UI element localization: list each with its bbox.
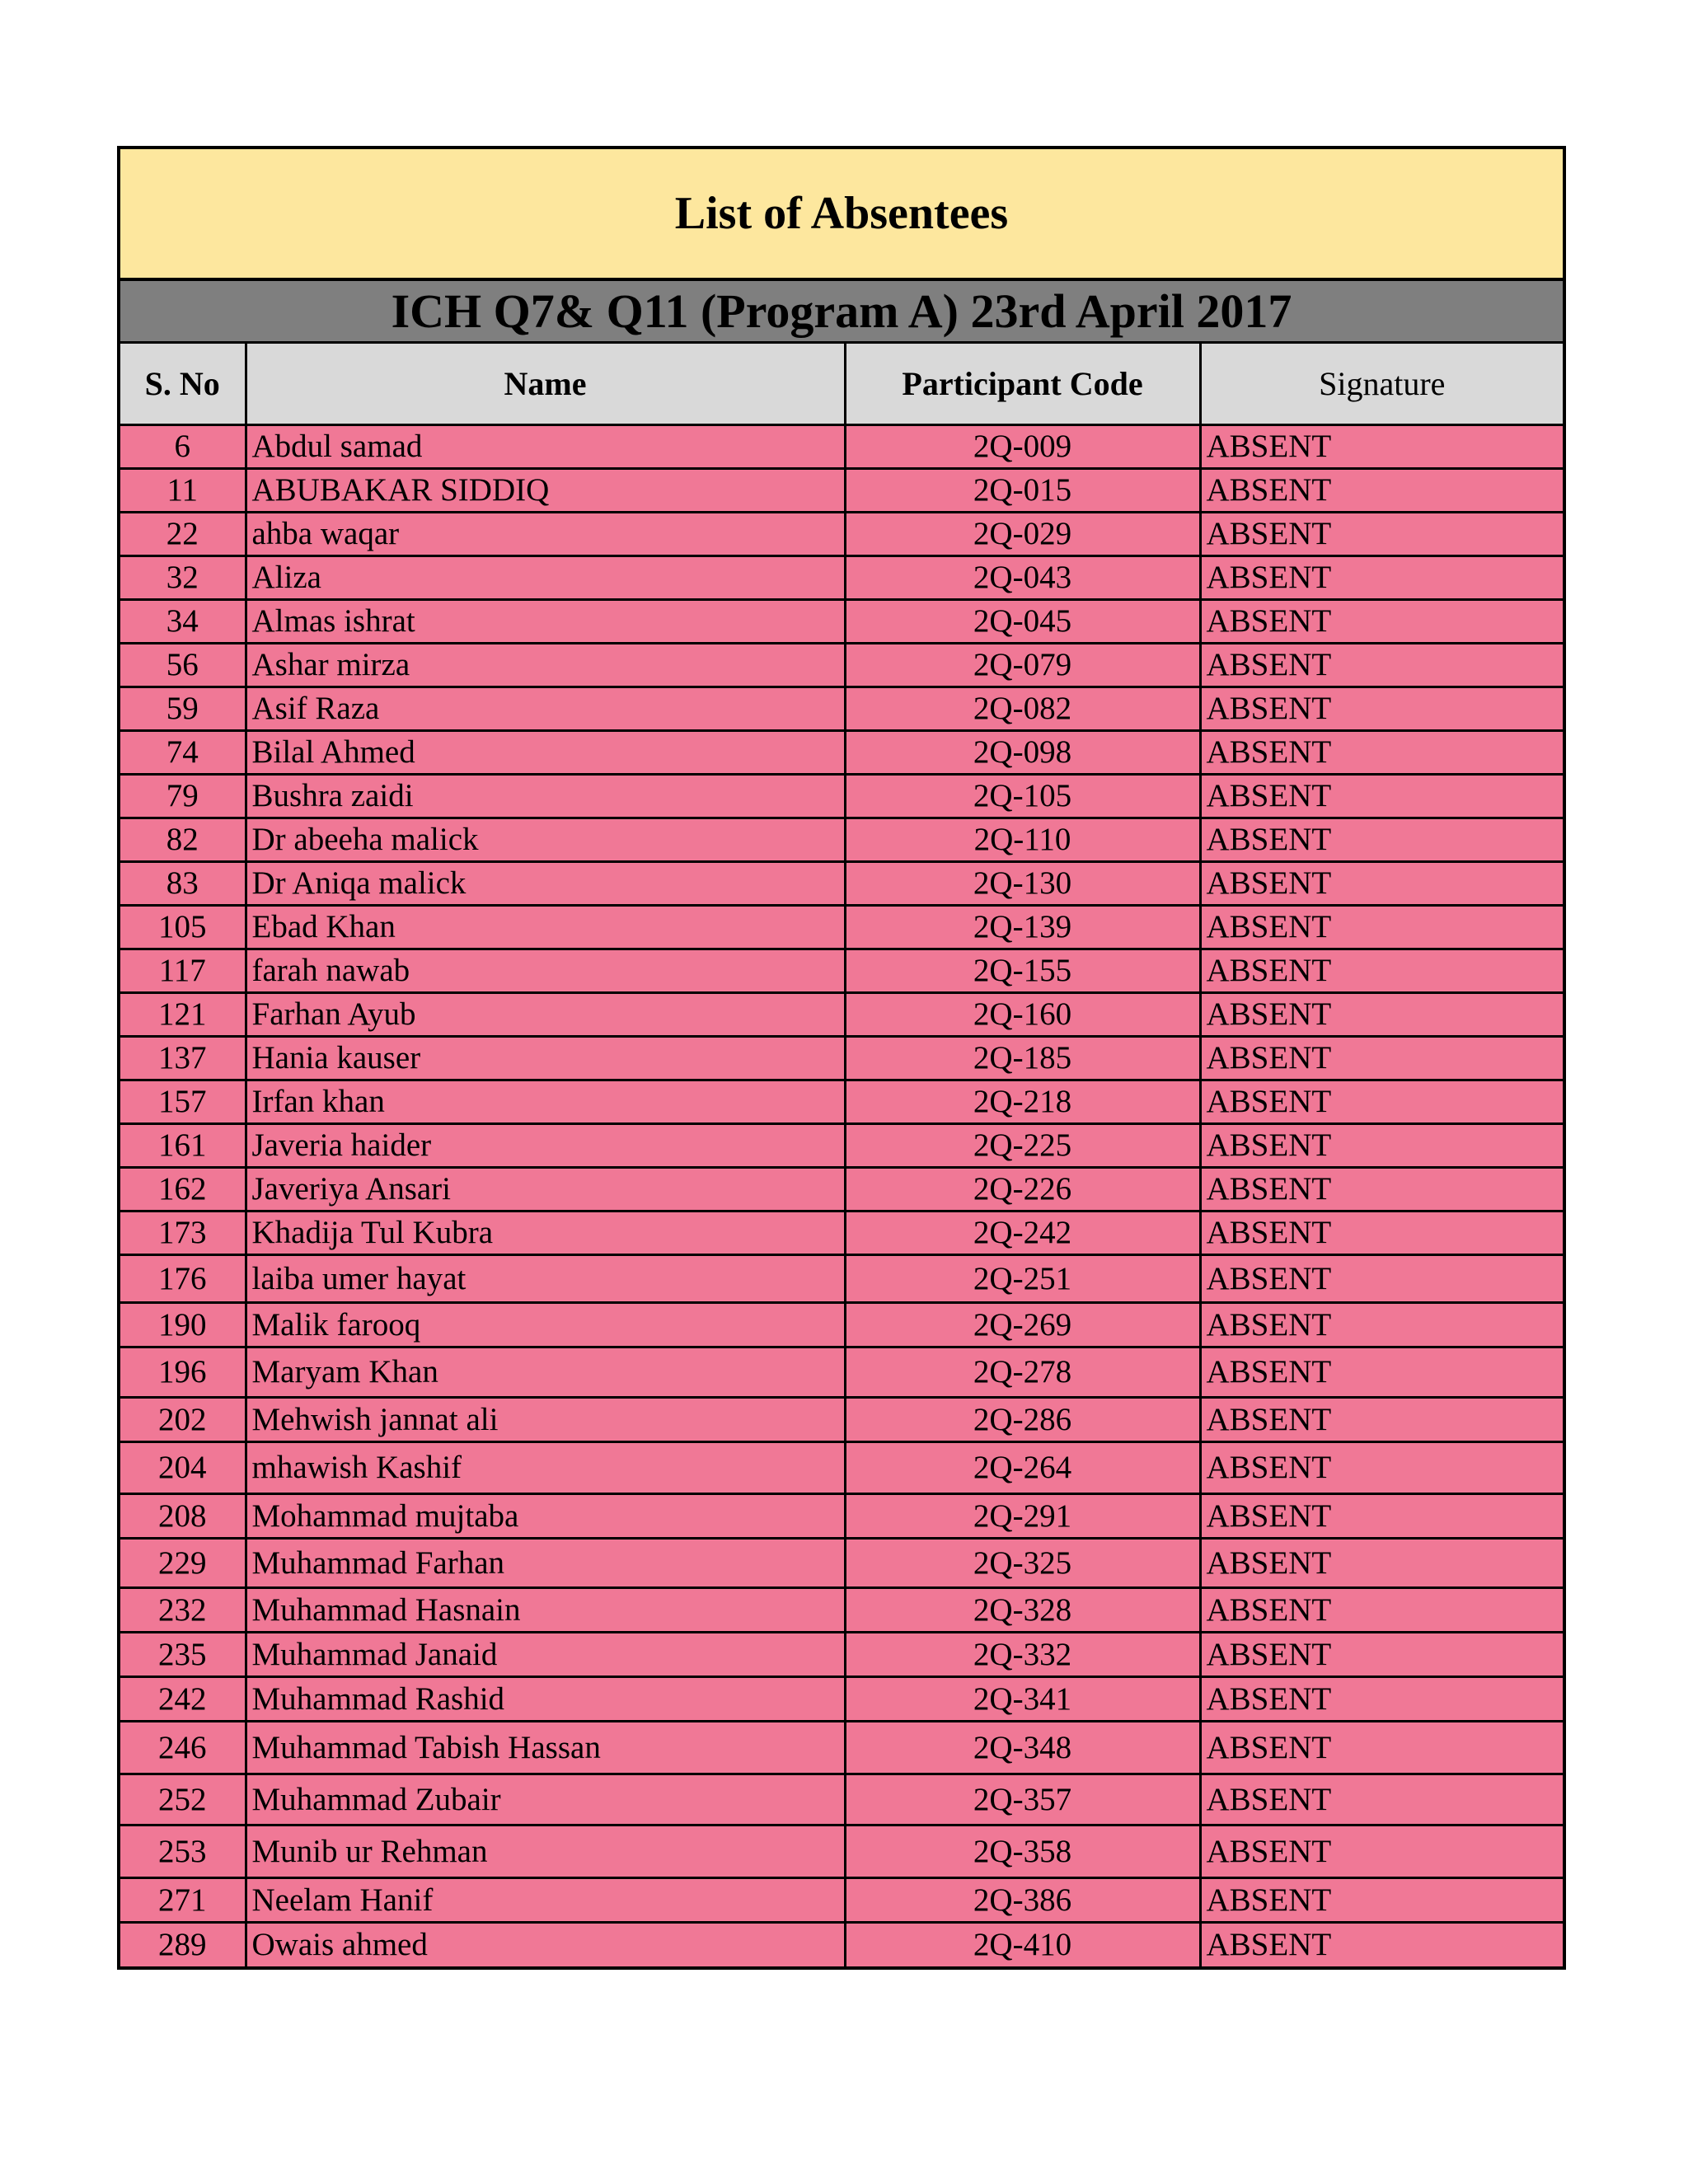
cell-participant-code: 2Q-251 bbox=[845, 1254, 1200, 1302]
cell-signature: ABSENT bbox=[1200, 1922, 1563, 1966]
cell-name: Muhammad Farhan bbox=[246, 1538, 845, 1587]
cell-sno: 56 bbox=[120, 643, 246, 687]
cell-signature: ABSENT bbox=[1200, 1397, 1563, 1441]
cell-name: Bushra zaidi bbox=[246, 774, 845, 818]
cell-signature: ABSENT bbox=[1200, 1632, 1563, 1676]
cell-signature: ABSENT bbox=[1200, 643, 1563, 687]
cell-participant-code: 2Q-358 bbox=[845, 1825, 1200, 1877]
cell-sno: 117 bbox=[120, 949, 246, 992]
table-row bbox=[120, 949, 1563, 992]
cell-name: Muhammad Tabish Hassan bbox=[246, 1721, 845, 1774]
table-body bbox=[120, 424, 1563, 1966]
cell-participant-code: 2Q-139 bbox=[845, 905, 1200, 949]
table-row bbox=[120, 1080, 1563, 1123]
cell-sno: 157 bbox=[120, 1080, 246, 1123]
table-row bbox=[120, 1538, 1563, 1587]
cell-participant-code: 2Q-225 bbox=[845, 1123, 1200, 1167]
cell-signature: ABSENT bbox=[1200, 992, 1563, 1036]
header-participant-code: Participant Code bbox=[845, 344, 1200, 424]
cell-name: ahba waqar bbox=[246, 512, 845, 555]
cell-sno: 121 bbox=[120, 992, 246, 1036]
cell-signature: ABSENT bbox=[1200, 555, 1563, 599]
cell-name: Malik farooq bbox=[246, 1302, 845, 1347]
table-row bbox=[120, 774, 1563, 818]
table-row bbox=[120, 643, 1563, 687]
table-row bbox=[120, 1441, 1563, 1493]
cell-sno: 83 bbox=[120, 861, 246, 905]
table-row bbox=[120, 818, 1563, 861]
cell-name: Javeria haider bbox=[246, 1123, 845, 1167]
cell-name: Ebad Khan bbox=[246, 905, 845, 949]
cell-participant-code: 2Q-357 bbox=[845, 1774, 1200, 1825]
cell-participant-code: 2Q-015 bbox=[845, 468, 1200, 512]
cell-name: Ashar mirza bbox=[246, 643, 845, 687]
cell-participant-code: 2Q-341 bbox=[845, 1676, 1200, 1721]
cell-sno: 271 bbox=[120, 1877, 246, 1922]
cell-sno: 253 bbox=[120, 1825, 246, 1877]
table-row bbox=[120, 555, 1563, 599]
cell-signature: ABSENT bbox=[1200, 1302, 1563, 1347]
cell-sno: 176 bbox=[120, 1254, 246, 1302]
cell-sno: 22 bbox=[120, 512, 246, 555]
cell-participant-code: 2Q-105 bbox=[845, 774, 1200, 818]
cell-signature: ABSENT bbox=[1200, 774, 1563, 818]
table-row bbox=[120, 424, 1563, 468]
header-sno: S. No bbox=[120, 344, 246, 424]
cell-sno: 11 bbox=[120, 468, 246, 512]
cell-sno: 202 bbox=[120, 1397, 246, 1441]
table-row bbox=[120, 1676, 1563, 1721]
cell-sno: 252 bbox=[120, 1774, 246, 1825]
table-row bbox=[120, 1877, 1563, 1922]
table-row bbox=[120, 1774, 1563, 1825]
page-subtitle: ICH Q7& Q11 (Program A) 23rd April 2017 bbox=[120, 281, 1563, 344]
absentee-table bbox=[120, 344, 1563, 1966]
table-row bbox=[120, 1302, 1563, 1347]
cell-signature: ABSENT bbox=[1200, 1123, 1563, 1167]
cell-participant-code: 2Q-185 bbox=[845, 1036, 1200, 1080]
cell-name: Asif Raza bbox=[246, 687, 845, 730]
table-row bbox=[120, 1587, 1563, 1632]
table-row bbox=[120, 992, 1563, 1036]
cell-signature: ABSENT bbox=[1200, 1825, 1563, 1877]
table-row bbox=[120, 1632, 1563, 1676]
cell-signature: ABSENT bbox=[1200, 949, 1563, 992]
cell-name: Maryam Khan bbox=[246, 1347, 845, 1397]
cell-name: mhawish Kashif bbox=[246, 1441, 845, 1493]
table-row bbox=[120, 1397, 1563, 1441]
cell-sno: 196 bbox=[120, 1347, 246, 1397]
table-row bbox=[120, 1036, 1563, 1080]
cell-signature: ABSENT bbox=[1200, 1347, 1563, 1397]
absentee-sheet bbox=[117, 146, 1566, 1970]
cell-name: Muhammad Hasnain bbox=[246, 1587, 845, 1632]
cell-participant-code: 2Q-325 bbox=[845, 1538, 1200, 1587]
cell-name: laiba umer hayat bbox=[246, 1254, 845, 1302]
cell-signature: ABSENT bbox=[1200, 1211, 1563, 1254]
table-row bbox=[120, 861, 1563, 905]
cell-participant-code: 2Q-269 bbox=[845, 1302, 1200, 1347]
table-row bbox=[120, 1922, 1563, 1966]
cell-name: Muhammad Janaid bbox=[246, 1632, 845, 1676]
table-row bbox=[120, 468, 1563, 512]
cell-signature: ABSENT bbox=[1200, 468, 1563, 512]
cell-participant-code: 2Q-332 bbox=[845, 1632, 1200, 1676]
cell-name: Almas ishrat bbox=[246, 599, 845, 643]
cell-participant-code: 2Q-386 bbox=[845, 1877, 1200, 1922]
cell-sno: 242 bbox=[120, 1676, 246, 1721]
table-row bbox=[120, 1211, 1563, 1254]
cell-name: Muhammad Zubair bbox=[246, 1774, 845, 1825]
cell-signature: ABSENT bbox=[1200, 1877, 1563, 1922]
table-row bbox=[120, 905, 1563, 949]
cell-signature: ABSENT bbox=[1200, 1538, 1563, 1587]
cell-signature: ABSENT bbox=[1200, 512, 1563, 555]
cell-signature: ABSENT bbox=[1200, 1441, 1563, 1493]
cell-participant-code: 2Q-226 bbox=[845, 1167, 1200, 1211]
cell-signature: ABSENT bbox=[1200, 1080, 1563, 1123]
cell-participant-code: 2Q-098 bbox=[845, 730, 1200, 774]
cell-sno: 229 bbox=[120, 1538, 246, 1587]
cell-sno: 162 bbox=[120, 1167, 246, 1211]
cell-sno: 232 bbox=[120, 1587, 246, 1632]
cell-sno: 74 bbox=[120, 730, 246, 774]
cell-name: Aliza bbox=[246, 555, 845, 599]
cell-name: Neelam Hanif bbox=[246, 1877, 845, 1922]
cell-signature: ABSENT bbox=[1200, 599, 1563, 643]
header-name: Name bbox=[246, 344, 845, 424]
cell-signature: ABSENT bbox=[1200, 1676, 1563, 1721]
cell-name: Mehwish jannat ali bbox=[246, 1397, 845, 1441]
cell-sno: 161 bbox=[120, 1123, 246, 1167]
cell-participant-code: 2Q-082 bbox=[845, 687, 1200, 730]
cell-participant-code: 2Q-045 bbox=[845, 599, 1200, 643]
cell-signature: ABSENT bbox=[1200, 1254, 1563, 1302]
cell-participant-code: 2Q-009 bbox=[845, 424, 1200, 468]
cell-name: Farhan Ayub bbox=[246, 992, 845, 1036]
header-signature: Signature bbox=[1200, 344, 1563, 424]
cell-participant-code: 2Q-160 bbox=[845, 992, 1200, 1036]
cell-sno: 79 bbox=[120, 774, 246, 818]
cell-signature: ABSENT bbox=[1200, 730, 1563, 774]
cell-signature: ABSENT bbox=[1200, 1036, 1563, 1080]
table-row bbox=[120, 599, 1563, 643]
cell-sno: 34 bbox=[120, 599, 246, 643]
cell-sno: 190 bbox=[120, 1302, 246, 1347]
cell-name: Dr Aniqa malick bbox=[246, 861, 845, 905]
cell-participant-code: 2Q-155 bbox=[845, 949, 1200, 992]
cell-sno: 32 bbox=[120, 555, 246, 599]
table-row bbox=[120, 1254, 1563, 1302]
cell-name: Dr abeeha malick bbox=[246, 818, 845, 861]
cell-sno: 6 bbox=[120, 424, 246, 468]
cell-name: Bilal Ahmed bbox=[246, 730, 845, 774]
cell-participant-code: 2Q-218 bbox=[845, 1080, 1200, 1123]
cell-signature: ABSENT bbox=[1200, 687, 1563, 730]
cell-name: Javeriya Ansari bbox=[246, 1167, 845, 1211]
cell-signature: ABSENT bbox=[1200, 424, 1563, 468]
table-row bbox=[120, 1721, 1563, 1774]
cell-name: Abdul samad bbox=[246, 424, 845, 468]
cell-sno: 59 bbox=[120, 687, 246, 730]
cell-signature: ABSENT bbox=[1200, 818, 1563, 861]
cell-participant-code: 2Q-291 bbox=[845, 1493, 1200, 1538]
page-title: List of Absentees bbox=[120, 149, 1563, 281]
cell-name: Muhammad Rashid bbox=[246, 1676, 845, 1721]
cell-sno: 137 bbox=[120, 1036, 246, 1080]
cell-participant-code: 2Q-043 bbox=[845, 555, 1200, 599]
cell-participant-code: 2Q-029 bbox=[845, 512, 1200, 555]
cell-signature: ABSENT bbox=[1200, 861, 1563, 905]
cell-name: Owais ahmed bbox=[246, 1922, 845, 1966]
cell-participant-code: 2Q-264 bbox=[845, 1441, 1200, 1493]
cell-sno: 289 bbox=[120, 1922, 246, 1966]
cell-sno: 208 bbox=[120, 1493, 246, 1538]
cell-participant-code: 2Q-328 bbox=[845, 1587, 1200, 1632]
table-row bbox=[120, 730, 1563, 774]
cell-name: Khadija Tul Kubra bbox=[246, 1211, 845, 1254]
cell-participant-code: 2Q-130 bbox=[845, 861, 1200, 905]
cell-signature: ABSENT bbox=[1200, 1587, 1563, 1632]
table-header-row bbox=[120, 344, 1563, 424]
cell-participant-code: 2Q-410 bbox=[845, 1922, 1200, 1966]
cell-participant-code: 2Q-286 bbox=[845, 1397, 1200, 1441]
table-row bbox=[120, 1493, 1563, 1538]
cell-name: farah nawab bbox=[246, 949, 845, 992]
cell-sno: 173 bbox=[120, 1211, 246, 1254]
cell-sno: 105 bbox=[120, 905, 246, 949]
cell-signature: ABSENT bbox=[1200, 1493, 1563, 1538]
cell-participant-code: 2Q-348 bbox=[845, 1721, 1200, 1774]
cell-signature: ABSENT bbox=[1200, 1774, 1563, 1825]
cell-signature: ABSENT bbox=[1200, 1721, 1563, 1774]
table-row bbox=[120, 1825, 1563, 1877]
cell-name: Irfan khan bbox=[246, 1080, 845, 1123]
cell-participant-code: 2Q-110 bbox=[845, 818, 1200, 861]
table-row bbox=[120, 512, 1563, 555]
cell-name: ABUBAKAR SIDDIQ bbox=[246, 468, 845, 512]
cell-participant-code: 2Q-242 bbox=[845, 1211, 1200, 1254]
table-row bbox=[120, 1123, 1563, 1167]
cell-signature: ABSENT bbox=[1200, 905, 1563, 949]
table-row bbox=[120, 1347, 1563, 1397]
cell-name: Hania kauser bbox=[246, 1036, 845, 1080]
cell-participant-code: 2Q-079 bbox=[845, 643, 1200, 687]
table-row bbox=[120, 1167, 1563, 1211]
cell-sno: 235 bbox=[120, 1632, 246, 1676]
cell-sno: 204 bbox=[120, 1441, 246, 1493]
cell-signature: ABSENT bbox=[1200, 1167, 1563, 1211]
cell-name: Munib ur Rehman bbox=[246, 1825, 845, 1877]
cell-name: Mohammad mujtaba bbox=[246, 1493, 845, 1538]
cell-sno: 246 bbox=[120, 1721, 246, 1774]
cell-sno: 82 bbox=[120, 818, 246, 861]
cell-participant-code: 2Q-278 bbox=[845, 1347, 1200, 1397]
table-row bbox=[120, 687, 1563, 730]
